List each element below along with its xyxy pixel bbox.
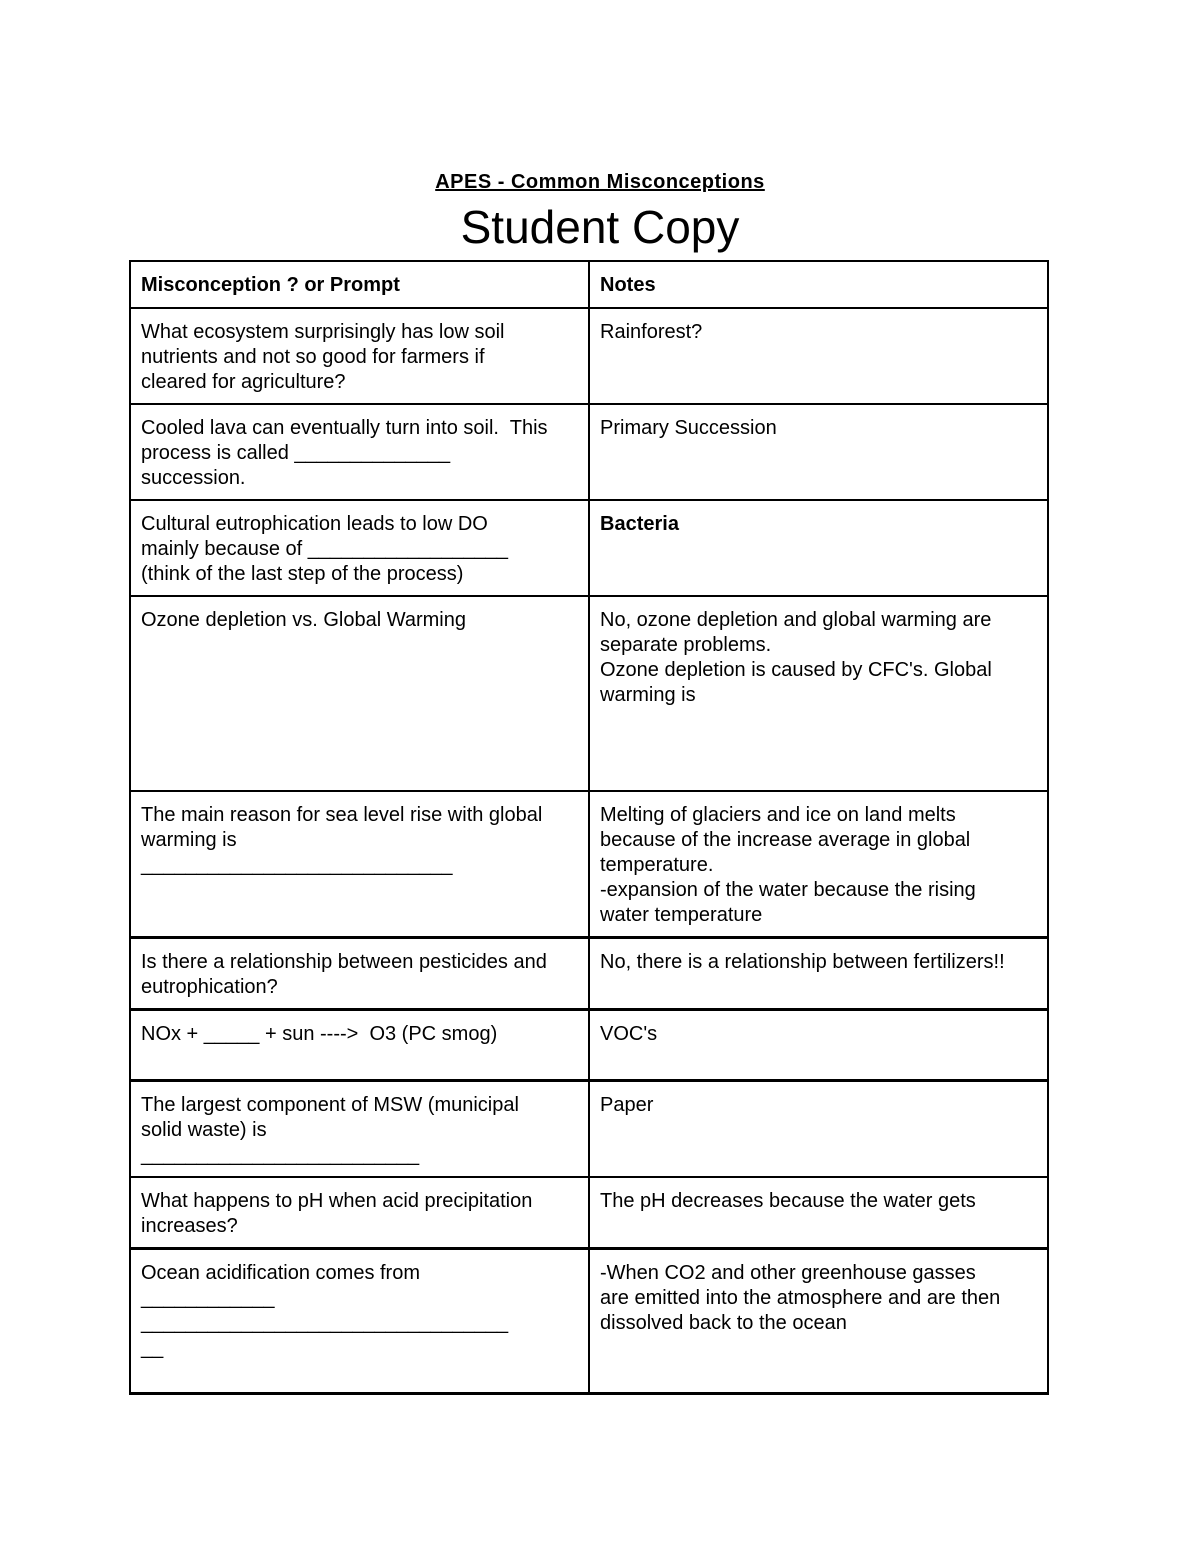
notes-cell — [589, 308, 1048, 404]
prompt-line: (think of the last step of the process) — [141, 563, 464, 585]
table-row — [130, 1249, 1048, 1394]
table-row — [130, 308, 1048, 404]
prompt-line: ____________________________ — [141, 854, 453, 876]
notes-line: Melting of glaciers and ice on land melts — [600, 804, 956, 826]
prompt-cell — [130, 938, 589, 1010]
misconceptions-table — [129, 260, 1049, 1395]
prompt-line: eutrophication? — [141, 976, 278, 998]
table-row — [130, 1081, 1048, 1178]
table-row — [130, 938, 1048, 1010]
prompt-line: ____________ — [141, 1287, 275, 1309]
prompt-cell — [130, 1249, 589, 1394]
notes-line: dissolved back to the ocean — [600, 1312, 847, 1334]
prompt-line: The main reason for sea level rise with global — [141, 804, 543, 826]
table-header-row — [130, 261, 1048, 308]
notes-cell — [589, 1249, 1048, 1394]
prompt-cell — [130, 1081, 589, 1178]
prompt-line: What happens to pH when acid precipitation — [141, 1190, 533, 1212]
table-row — [130, 791, 1048, 938]
notes-cell — [589, 1081, 1048, 1178]
notes-line: Primary Succession — [600, 417, 777, 439]
prompt-line: solid waste) is — [141, 1119, 267, 1141]
prompt-line: succession. — [141, 467, 246, 489]
table-row — [130, 1010, 1048, 1081]
prompt-cell — [130, 791, 589, 938]
prompt-cell — [130, 1177, 589, 1249]
notes-line: warming is — [600, 684, 696, 706]
notes-line: -expansion of the water because the rising — [600, 879, 976, 901]
table-row — [130, 1177, 1048, 1249]
prompt-line: Ozone depletion vs. Global Warming — [141, 609, 466, 631]
prompt-line: _________________________________ — [141, 1312, 509, 1334]
prompt-line: warming is — [141, 829, 237, 851]
prompt-line: _________________________ — [141, 1144, 420, 1166]
notes-line: separate problems. — [600, 634, 772, 656]
document-subtitle: Student Copy — [460, 201, 740, 253]
prompt-line: mainly because of __________________ — [141, 538, 508, 560]
notes-line: are emitted into the atmosphere and are then — [600, 1287, 1001, 1309]
notes-line: No, there is a relationship between fertilizers!! — [600, 951, 1005, 973]
prompt-cell — [130, 1010, 589, 1081]
notes-line: Paper — [600, 1094, 654, 1116]
notes-line: No, ozone depletion and global warming are — [600, 609, 992, 631]
notes-line: Rainforest? — [600, 321, 703, 343]
prompt-line: Ocean acidification comes from — [141, 1262, 421, 1284]
prompt-line: Cooled lava can eventually turn into soil. This — [141, 417, 548, 439]
notes-line: The pH decreases because the water gets — [600, 1190, 976, 1212]
table-row — [130, 596, 1048, 791]
notes-line: Bacteria — [600, 513, 679, 535]
prompt-line: Cultural eutrophication leads to low DO — [141, 513, 488, 535]
prompt-cell — [130, 404, 589, 500]
prompt-line: cleared for agriculture? — [141, 371, 346, 393]
notes-cell — [589, 1177, 1048, 1249]
prompt-line: process is called ______________ — [141, 442, 451, 464]
column-header-prompt: Misconception ? or Prompt — [130, 261, 589, 308]
notes-cell — [589, 596, 1048, 791]
notes-line: VOC's — [600, 1023, 658, 1045]
notes-line: water temperature — [600, 904, 763, 926]
notes-line: temperature. — [600, 854, 714, 876]
notes-cell — [589, 938, 1048, 1010]
notes-cell — [589, 1010, 1048, 1081]
column-header-notes: Notes — [589, 261, 1048, 308]
document-title: APES - Common Misconceptions — [435, 171, 765, 193]
table-row — [130, 500, 1048, 596]
table-row — [130, 404, 1048, 500]
prompt-line: nutrients and not so good for farmers if — [141, 346, 485, 368]
prompt-line: What ecosystem surprisingly has low soil — [141, 321, 505, 343]
prompt-line: Is there a relationship between pesticides and — [141, 951, 547, 973]
prompt-line: NOx + _____ + sun ----> O3 (PC smog) — [141, 1023, 498, 1045]
notes-cell — [589, 500, 1048, 596]
notes-cell — [589, 404, 1048, 500]
prompt-line: The largest component of MSW (municipal — [141, 1094, 519, 1116]
prompt-cell — [130, 596, 589, 791]
notes-line: because of the increase average in global — [600, 829, 971, 851]
prompt-line: __ — [141, 1337, 164, 1359]
notes-line: -When CO2 and other greenhouse gasses — [600, 1262, 976, 1284]
page-header — [0, 170, 1200, 254]
prompt-cell — [130, 308, 589, 404]
prompt-cell — [130, 500, 589, 596]
prompt-line: increases? — [141, 1215, 238, 1237]
notes-line: Ozone depletion is caused by CFC's. Global — [600, 659, 992, 681]
notes-cell — [589, 791, 1048, 938]
